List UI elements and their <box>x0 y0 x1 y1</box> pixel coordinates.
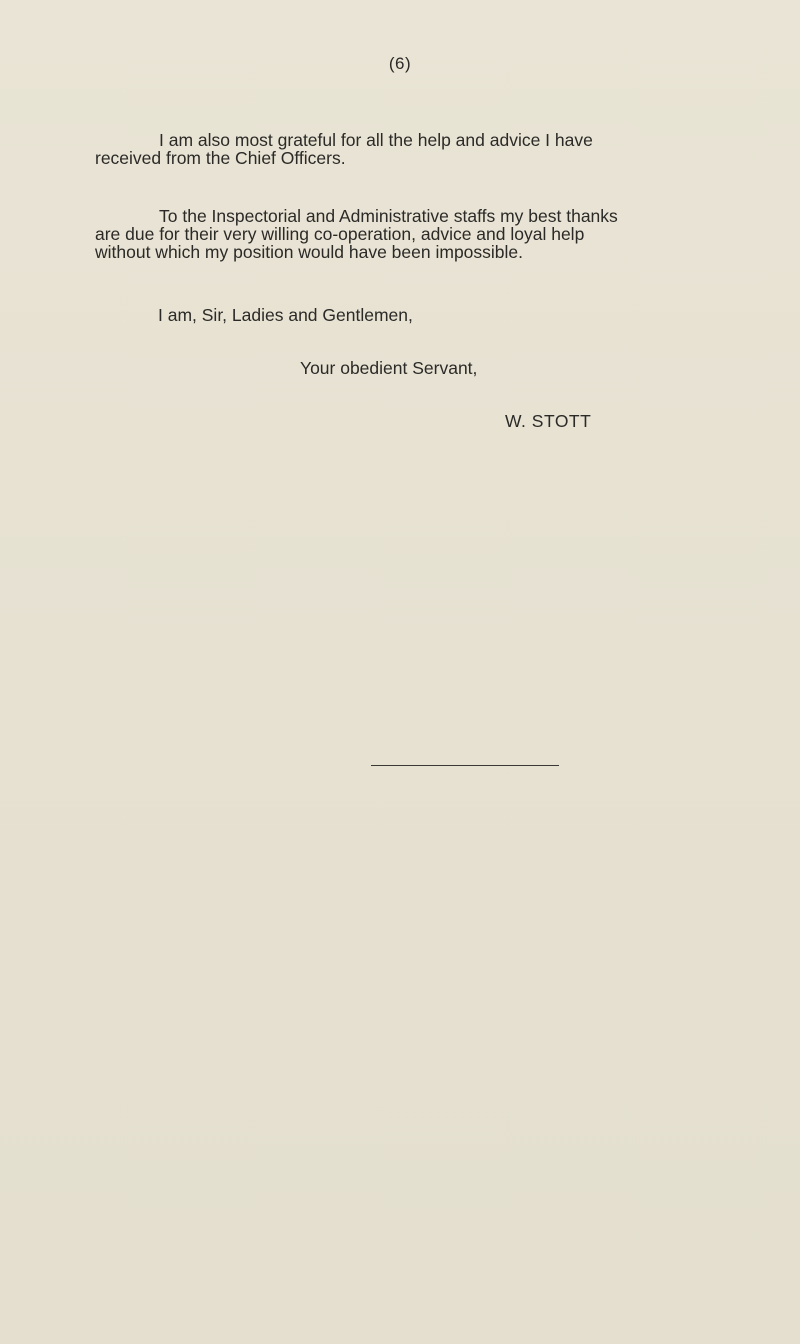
section-divider <box>371 765 559 766</box>
paragraph-thanks-staffs <box>95 207 745 261</box>
page-number: (6) <box>388 54 412 73</box>
closing-salutation: I am, Sir, Ladies and Gentlemen, <box>158 305 413 325</box>
paragraph-line: without which my position would have been impossible. <box>95 242 524 262</box>
paragraph-line: are due for their very willing co-operation, advice and loyal help <box>95 224 585 244</box>
paragraph-gratitude-officers <box>95 131 745 167</box>
paragraph-line: To the Inspectorial and Administrative staffs my best thanks <box>159 206 618 226</box>
paragraph-line: I am also most grateful for all the help and advice I have <box>159 130 593 150</box>
valediction: Your obedient Servant, <box>300 358 478 378</box>
signature-name: W. STOTT <box>505 411 592 431</box>
paragraph-line: received from the Chief Officers. <box>95 148 346 168</box>
